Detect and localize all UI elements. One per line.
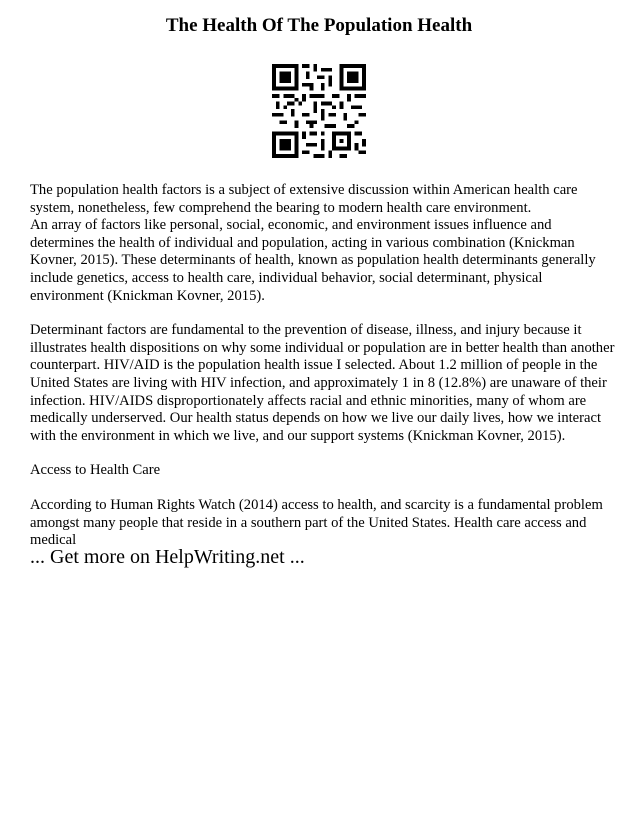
page-title: The Health Of The Population Health xyxy=(165,15,473,36)
qr-code-icon xyxy=(272,64,366,158)
paragraph-factors: An array of factors like personal, social, economic, and environment issues influence and determines the health of individual and population, acting in various combination (Knickman Kovner, 2015). These determinants of health, known as population health determinants generally include genetics, access to health care, individual behavior, social determinant, physical environment (Knickman Kovner, 2015). xyxy=(30,217,596,304)
paragraph-access: According to Human Rights Watch (2014) access to health, and scarcity is a fundamental problem amongst many people that reside in a southern part of the United States. Health care access and medical xyxy=(30,496,603,549)
get-more-link[interactable]: ... Get more on HelpWriting.net ... xyxy=(30,546,305,568)
paragraph-determinants: Determinant factors are fundamental to the prevention of disease, illness, and injury because it illustrates health dispositions on why some individual or population are in better health than another counterpart. HIV/AID is the population health issue I selected. About 1.2 million of people in the United States are living with HIV infection, and approximately 1 in 8 (12.8%) are unaware of their infection. HIV/AIDS disproportionately affects racial and ethnic minorities, many of whom are medically underserved. Our health status depends on how we live our daily lives, how we interact with the environment in which we live, and our support systems (Knickman Kovner, 2015). xyxy=(30,322,615,444)
document-body xyxy=(30,182,615,550)
paragraph-intro: The population health factors is a subject of extensive discussion within American health care system, nonetheless, few comprehend the bearing to modern health care environment. xyxy=(30,182,578,216)
section-heading-access: Access to Health Care xyxy=(30,462,161,479)
